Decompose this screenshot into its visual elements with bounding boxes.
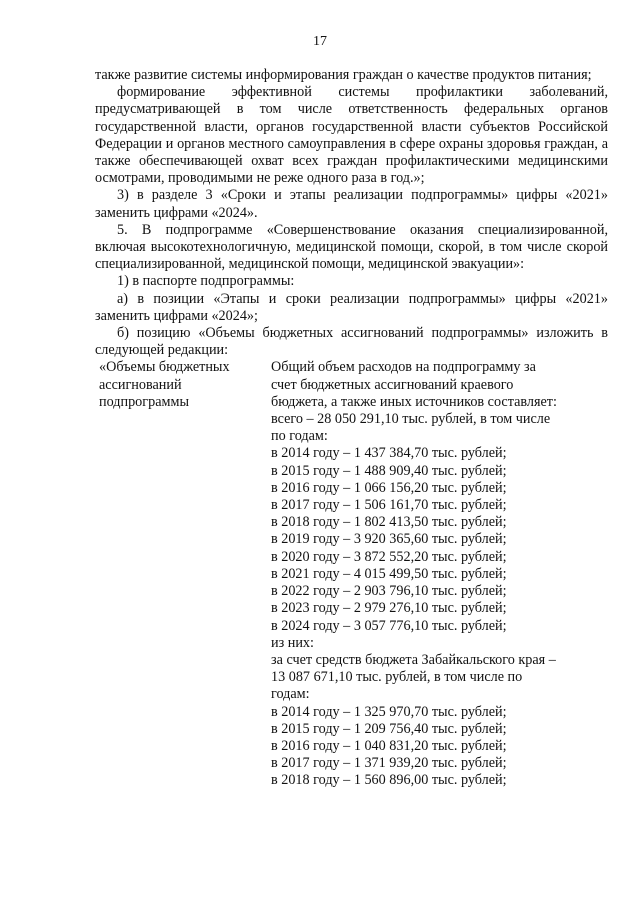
passport-value-line: в 2019 году – 3 920 365,60 тыс. рублей; <box>271 531 507 548</box>
passport-value-line: в 2023 году – 2 979 276,10 тыс. рублей; <box>271 600 507 617</box>
passport-value-line: бюджета, а также иных источников составляет: <box>271 393 557 410</box>
passport-value-line: в 2021 году – 4 015 499,50 тыс. рублей; <box>271 565 507 582</box>
passport-value-line: в 2018 году – 1 560 896,00 тыс. рублей; <box>271 772 507 789</box>
paragraph-subprogram-5: 5. В подпрограмме «Совершенствование оказания специализированной, включая высокотехнологичную, медицинской помощи, скорой, в том числе скорой специализированной, медицинской помощи, медицинской эвакуации»: <box>95 221 608 273</box>
passport-value-line: в 2022 году – 2 903 796,10 тыс. рублей; <box>271 583 507 600</box>
passport-value-line: всего – 28 050 291,10 тыс. рублей, в том числе <box>271 411 551 428</box>
passport-value-line: счет бюджетных ассигнований краевого <box>271 376 514 393</box>
passport-value-line: в 2018 году – 1 802 413,50 тыс. рублей; <box>271 514 507 531</box>
passport-value-line: за счет средств бюджета Забайкальского края – <box>271 651 556 668</box>
passport-value-line: в 2014 году – 1 437 384,70 тыс. рублей; <box>271 445 507 462</box>
paragraph-item-b: б) позицию «Объемы бюджетных ассигнований подпрограммы» изложить в следующей редакции: <box>95 325 608 359</box>
passport-value-line: 13 087 671,10 тыс. рублей, в том числе по <box>271 669 523 686</box>
passport-value-line: в 2017 году – 1 506 161,70 тыс. рублей; <box>271 497 507 514</box>
page-number: 17 <box>313 34 327 49</box>
passport-value-line: в 2020 году – 3 872 552,20 тыс. рублей; <box>271 548 507 565</box>
passport-label-line: ассигнований <box>99 376 182 393</box>
passport-value-line: в 2015 году – 1 488 909,40 тыс. рублей; <box>271 462 507 479</box>
document-body <box>95 67 608 790</box>
passport-value-line: в 2015 году – 1 209 756,40 тыс. рублей; <box>271 720 507 737</box>
passport-value-line: в 2016 году – 1 066 156,20 тыс. рублей; <box>271 479 507 496</box>
passport-value-line: в 2024 году – 3 057 776,10 тыс. рублей; <box>271 617 507 634</box>
paragraph-item-a: а) в позиции «Этапы и сроки реализации подпрограммы» цифры «2021» заменить цифрами «2024»; <box>95 290 608 324</box>
passport-value-line: в 2017 году – 1 371 939,20 тыс. рублей; <box>271 755 507 772</box>
passport-value-line: по годам: <box>271 428 328 445</box>
passport-value-line: из них: <box>271 634 314 651</box>
passport-value-line: годам: <box>271 686 310 703</box>
paragraph-prevention-system: формирование эффективной системы профилактики заболеваний, предусматривающей в том числе ответственность федеральных органов государственной власти, органов государственной власти субъектов Российской Федерации и органов местного самоуправления в сфере охраны здоровья граждан, а также обеспечивающей охват всех граждан профилактическими медицинскими осмотрами, проводимыми не реже одного раза в год.»; <box>95 84 608 187</box>
paragraph-section-3: 3) в разделе 3 «Сроки и этапы реализации подпрограммы» цифры «2021» заменить цифрами «2024». <box>95 187 608 221</box>
passport-label-line: «Объемы бюджетных <box>99 359 230 376</box>
passport-label-cell <box>95 359 265 789</box>
passport-value-line: в 2014 году – 1 325 970,70 тыс. рублей; <box>271 703 507 720</box>
passport-value-line: Общий объем расходов на подпрограмму за <box>271 359 536 376</box>
paragraph-passport-intro: 1) в паспорте подпрограммы: <box>117 273 295 290</box>
passport-value-cell <box>265 359 608 789</box>
passport-label-line: подпрограммы <box>99 393 189 410</box>
passport-value-line: в 2016 году – 1 040 831,20 тыс. рублей; <box>271 737 507 754</box>
passport-budget-table <box>95 359 608 789</box>
paragraph-food-info: также развитие системы информирования граждан о качестве продуктов питания; <box>95 67 592 83</box>
